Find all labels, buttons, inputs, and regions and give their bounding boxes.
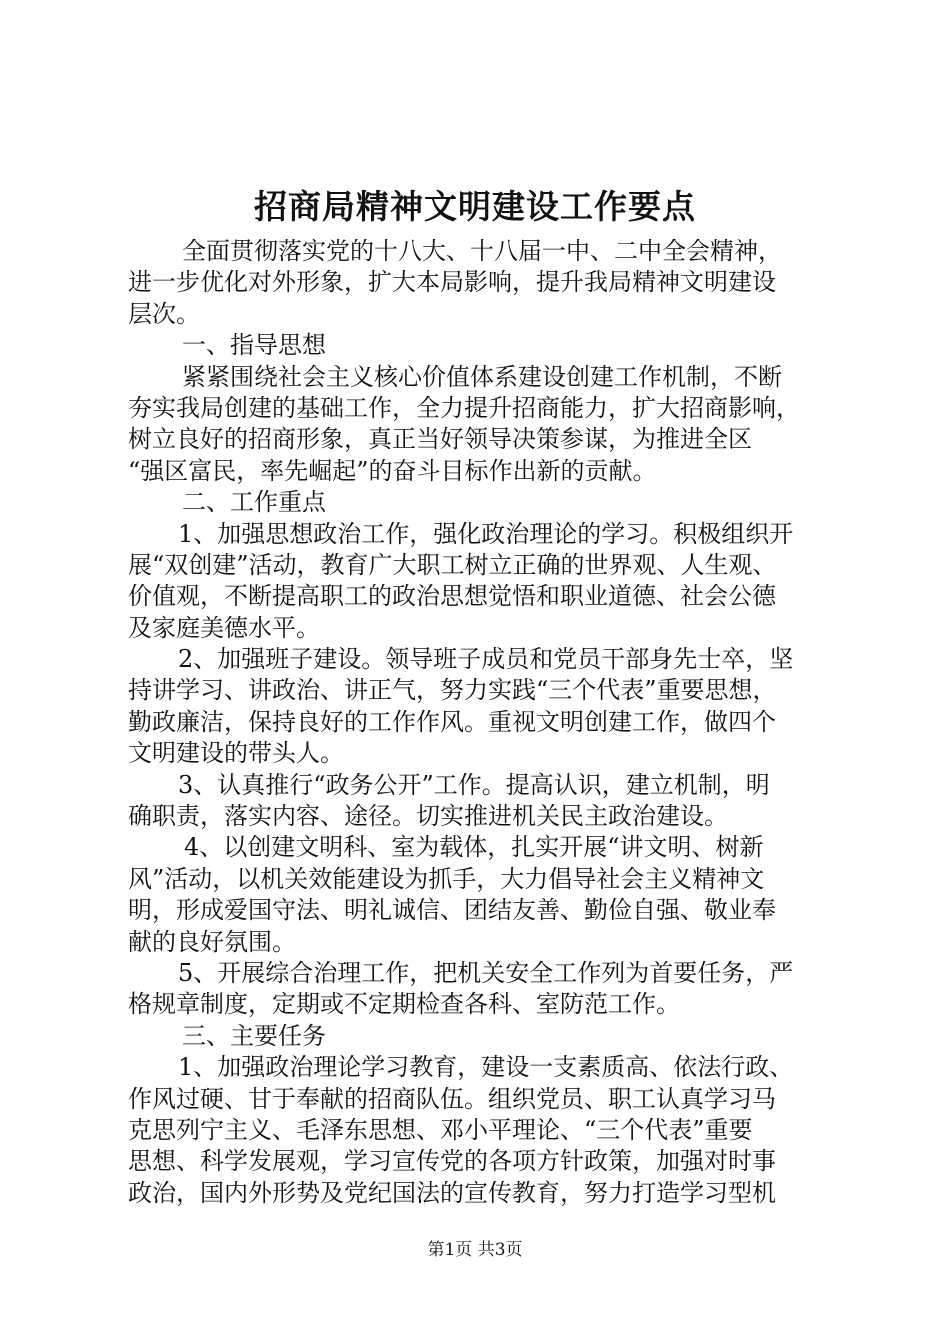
paragraph-line: 夯实我局创建的基础工作，全力提升招商能力，扩大招商影响， xyxy=(128,393,800,422)
paragraph-line: 1、加强政治理论学习教育，建设一支素质高、依法行政、 xyxy=(178,1053,794,1082)
document-body xyxy=(128,236,833,1209)
paragraph-line: 5、开展综合治理工作，把机关安全工作列为首要任务，严 xyxy=(178,958,794,987)
paragraph-line: 政治，国内外形势及党纪国法的宣传教育，努力打造学习型机 xyxy=(128,1178,776,1207)
section-heading: 一、指导思想 xyxy=(182,331,326,360)
paragraph-line: 勤政廉洁，保持良好的工作作风。重视文明创建工作，做四个 xyxy=(128,707,776,736)
paragraph-line: 层次。 xyxy=(128,299,200,328)
paragraph-line: 作风过硬、甘于奉献的招商队伍。组织党员、职工认真学习马 xyxy=(128,1084,776,1113)
paragraph-line: 文明建设的带头人。 xyxy=(128,739,344,768)
paragraph-line: 思想、科学发展观，学习宣传党的各项方针政策，加强对时事 xyxy=(128,1147,776,1176)
paragraph-line: 及家庭美德水平。 xyxy=(128,613,320,642)
paragraph-line: 进一步优化对外形象，扩大本局影响，提升我局精神文明建设 xyxy=(128,268,776,297)
paragraph-line: 3、认真推行“政务公开”工作。提高认识，建立机制，明 xyxy=(178,770,770,799)
paragraph-line: 格规章制度，定期或不定期检查各科、室防范工作。 xyxy=(128,990,680,1019)
paragraph-line: 风”活动，以机关效能建设为抓手，大力倡导社会主义精神文 xyxy=(128,864,765,893)
paragraph-line: 持讲学习、讲政治、讲正气，努力实践“三个代表”重要思想， xyxy=(128,676,777,705)
paragraph-line: 紧紧围绕社会主义核心价值体系建设创建工作机制，不断 xyxy=(182,362,782,391)
paragraph-line: 展“双创建”活动，教育广大职工树立正确的世界观、人生观、 xyxy=(128,550,777,579)
document-title: 招商局精神文明建设工作要点 xyxy=(254,187,696,226)
paragraph-line: 克思列宁主义、毛泽东思想、邓小平理论、“三个代表”重要 xyxy=(128,1115,753,1144)
section-heading: 三、主要任务 xyxy=(182,1021,326,1050)
paragraph-line: 1、加强思想政治工作，强化政治理论的学习。积极组织开 xyxy=(178,519,794,548)
paragraph-line: 确职责，落实内容、途径。切实推进机关民主政治建设。 xyxy=(128,802,728,831)
paragraph-line: 明，形成爱国守法、明礼诚信、团结友善、勤俭自强、敬业奉 xyxy=(128,896,776,925)
paragraph-line: 全面贯彻落实党的十八大、十八届一中、二中全会精神， xyxy=(182,237,782,265)
paragraph-line: “强区富民，率先崛起”的奋斗目标作出新的贡献。 xyxy=(128,456,657,485)
paragraph-line: 树立良好的招商形象，真正当好领导决策参谋，为推进全区 xyxy=(128,425,752,454)
page-number: 第1页 共3页 xyxy=(427,1240,523,1260)
paragraph-line: 4、以创建文明科、室为载体，扎实开展“讲文明、树新 xyxy=(184,833,764,862)
paragraph-line: 价值观，不断提高职工的政治思想觉悟和职业道德、社会公德 xyxy=(128,582,776,611)
section-heading: 二、工作重点 xyxy=(182,488,326,517)
paragraph-line: 献的良好氛围。 xyxy=(128,927,296,956)
paragraph-line: 2、加强班子建设。领导班子成员和党员干部身先士卒，坚 xyxy=(178,645,794,674)
